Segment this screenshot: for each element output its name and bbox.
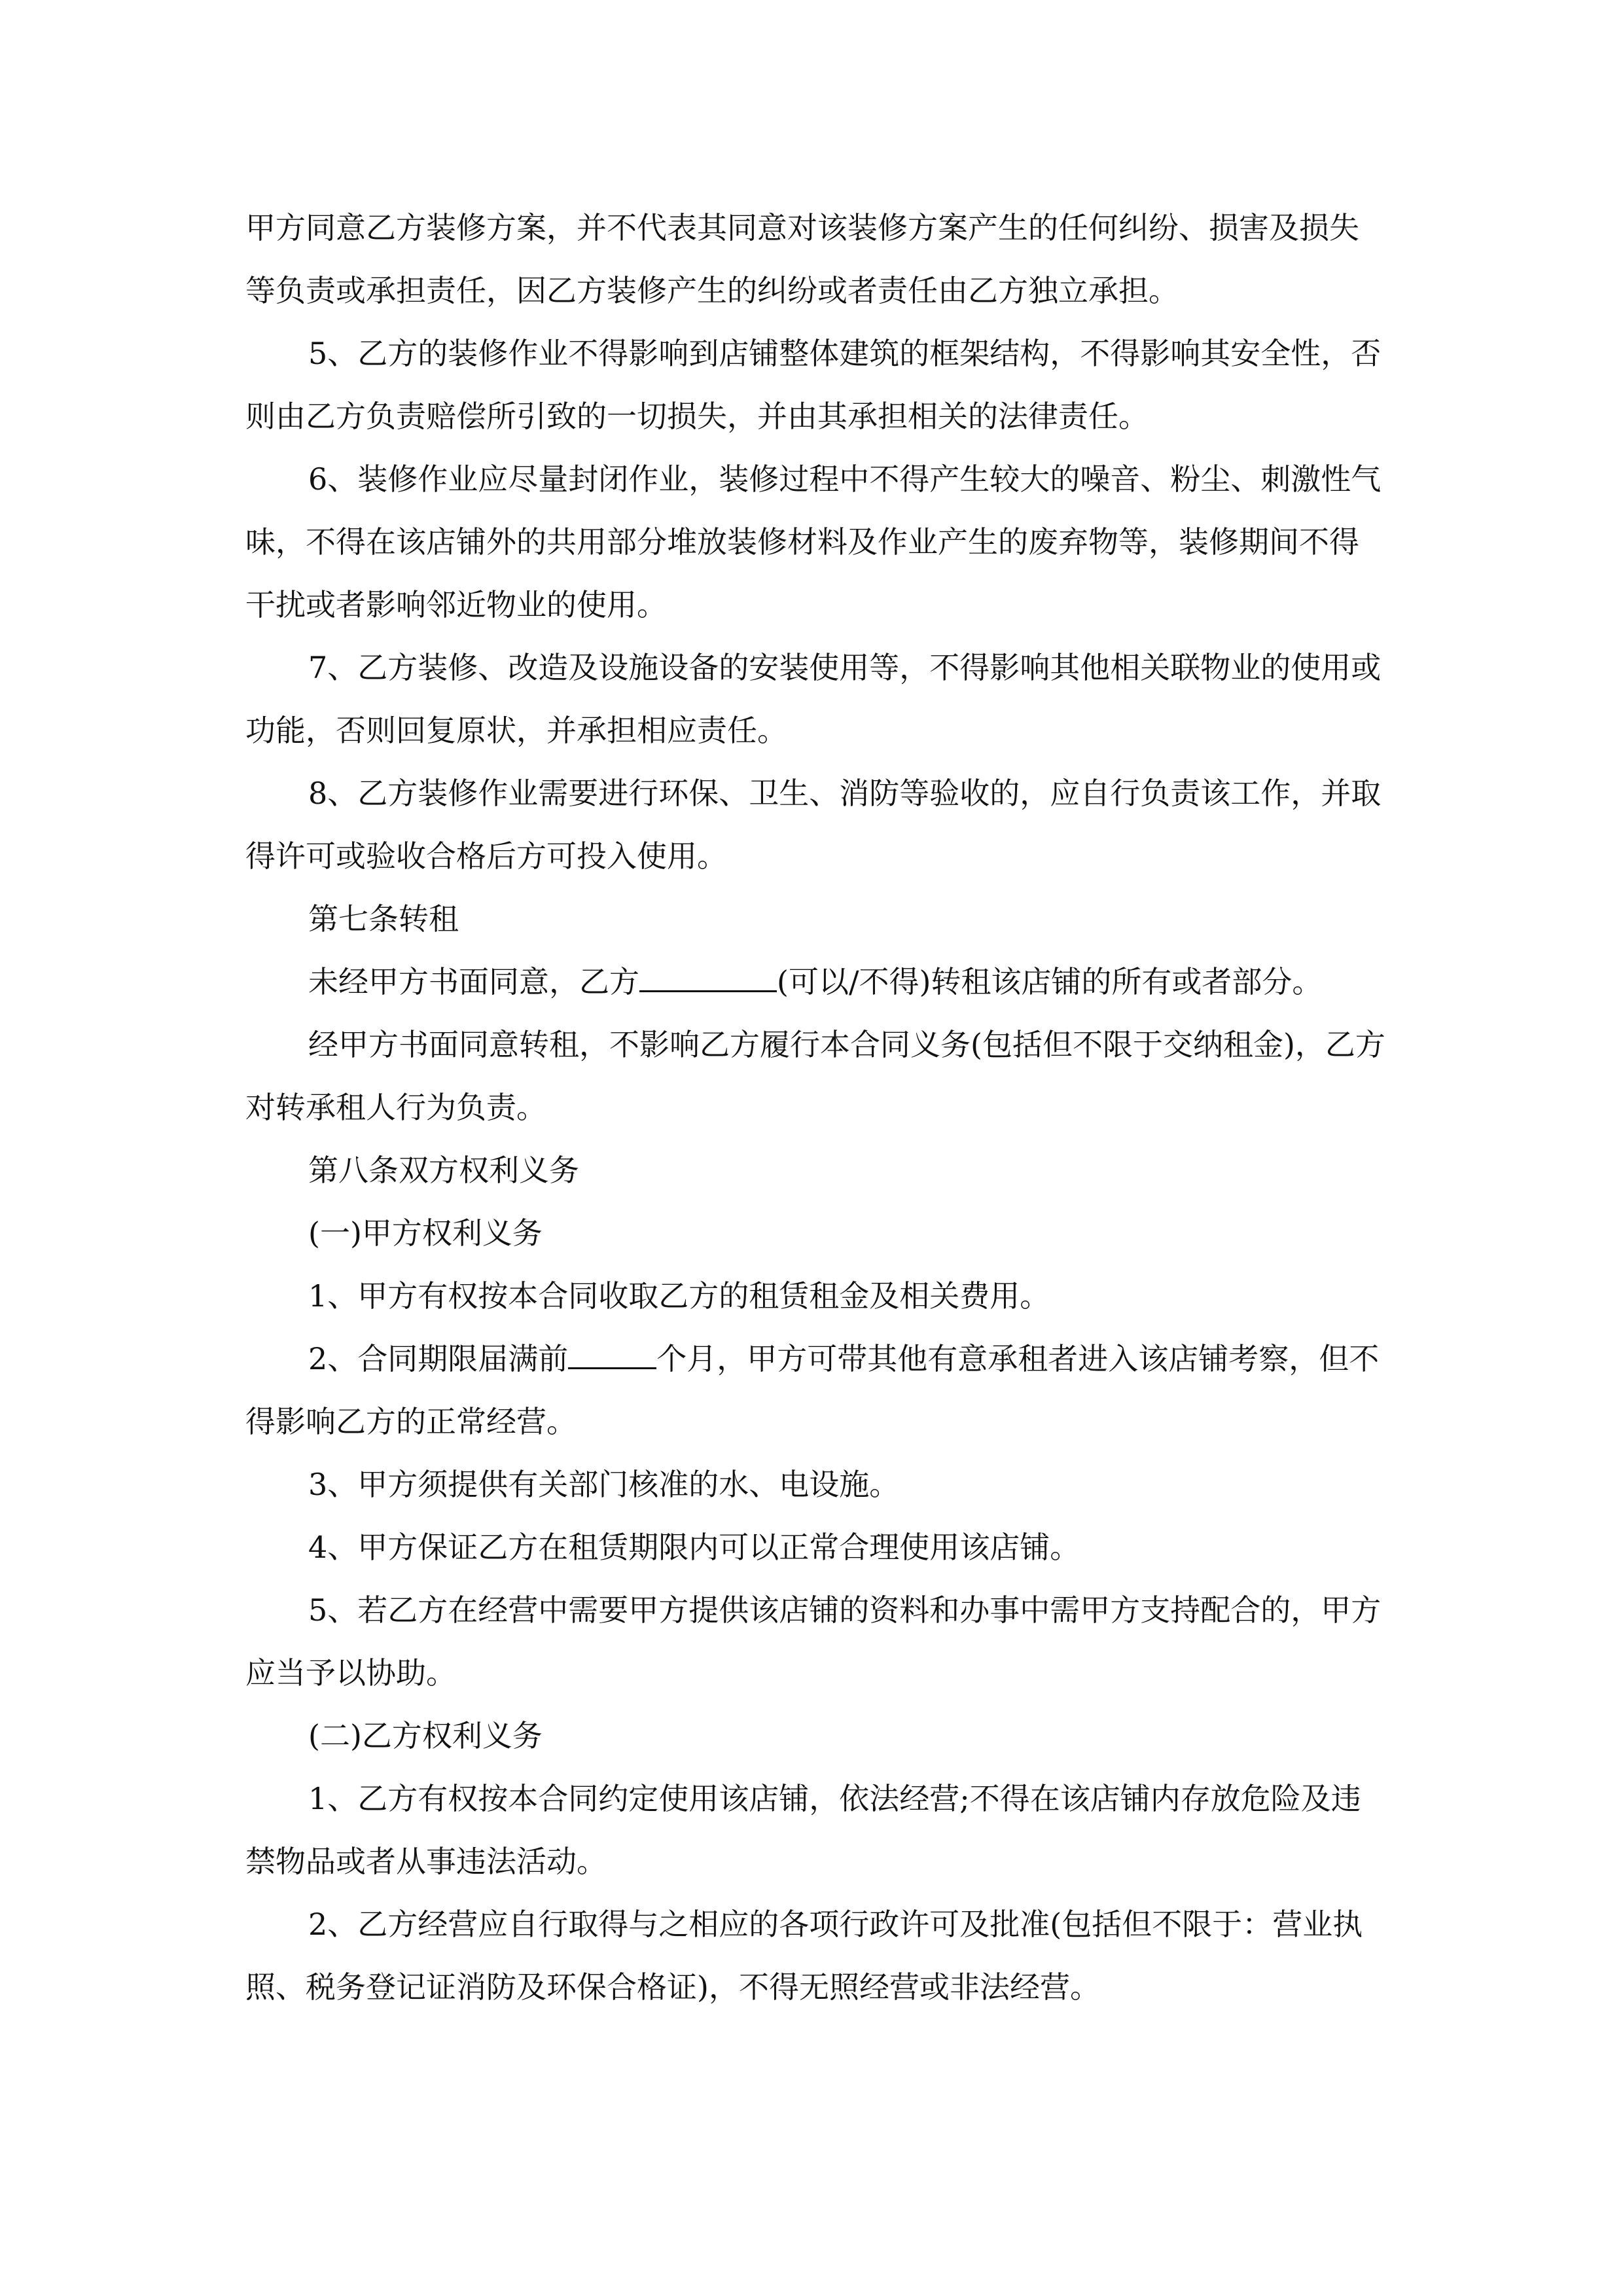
paragraph-clause-7-equipment: 7、乙方装修、改造及设施设备的安装使用等，不得影响其他相关联物业的使用或功能，否则回复原状，并承担相应责任。 <box>245 650 1382 748</box>
sublease-blank-field <box>639 958 777 992</box>
paragraph-a-clause-2 <box>245 1327 1387 1453</box>
paragraph-a-clause-4: 4、甲方保证乙方在租赁期限内可以正常合理使用该店铺。 <box>308 1530 1080 1565</box>
subheading-party-b: (二)乙方权利义务 <box>308 1718 543 1753</box>
subheading-party-a: (一)甲方权利义务 <box>308 1215 543 1251</box>
paragraph-clause-6-enclosed-work: 6、装修作业应尽量封闭作业，装修过程中不得产生较大的噪音、粉尘、刺激性气味，不得在该店铺外的共用部分堆放装修材料及作业产生的废弃物等，装修期间不得干扰或者影响邻近物业的使用。 <box>245 461 1382 622</box>
paragraph-clause-8-inspection: 8、乙方装修作业需要进行环保、卫生、消防等验收的，应自行负责该工作，并取得许可或验收合格后方可投入使用。 <box>245 776 1382 874</box>
a-clause-2-text-start: 2、合同期限届满前 <box>308 1341 569 1376</box>
paragraph-a-clause-5: 5、若乙方在经营中需要甲方提供该店铺的资料和办事中需甲方支持配合的，甲方应当予以协助。 <box>245 1592 1382 1691</box>
section-heading-rights-obligations: 第八条双方权利义务 <box>308 1153 579 1188</box>
paragraph-renovation-liability: 甲方同意乙方装修方案，并不代表其同意对该装修方案产生的任何纠纷、损害及损失等负责或承担责任，因乙方装修产生的纠纷或者责任由乙方独立承担。 <box>245 210 1359 308</box>
paragraph-b-clause-2: 2、乙方经营应自行取得与之相应的各项行政许可及批准(包括但不限于：营业执照、税务登记证消防及环保合格证)，不得无照经营或非法经营。 <box>245 1907 1363 2005</box>
months-blank-field <box>568 1335 656 1369</box>
paragraph-a-clause-1: 1、甲方有权按本合同收取乙方的租赁租金及相关费用。 <box>308 1278 1050 1314</box>
paragraph-b-clause-1: 1、乙方有权按本合同约定使用该店铺，依法经营;不得在该店铺内存放危险及违禁物品或者从事违法活动。 <box>245 1781 1361 1879</box>
paragraph-sublease-consent <box>245 950 1387 1013</box>
section-heading-sublease: 第七条转租 <box>308 901 459 937</box>
sublease-text-start: 未经甲方书面同意，乙方 <box>308 964 639 999</box>
document-page <box>245 196 1387 2018</box>
a-clause-2-text-end: 个月，甲方可带其他有意承租者进入该店铺考察，但不得影响乙方的正常经营。 <box>245 1341 1380 1439</box>
paragraph-a-clause-3: 3、甲方须提供有关部门核准的水、电设施。 <box>308 1467 900 1502</box>
sublease-text-end: (可以/不得)转租该店铺的所有或者部分。 <box>777 964 1323 999</box>
paragraph-clause-5-structure: 5、乙方的装修作业不得影响到店铺整体建筑的框架结构，不得影响其安全性，否则由乙方负责赔偿所引致的一切损失，并由其承担相关的法律责任。 <box>245 336 1382 434</box>
paragraph-sublease-obligation: 经甲方书面同意转租，不影响乙方履行本合同义务(包括但不限于交纳租金)，乙方对转承租人行为负责。 <box>245 1027 1385 1125</box>
